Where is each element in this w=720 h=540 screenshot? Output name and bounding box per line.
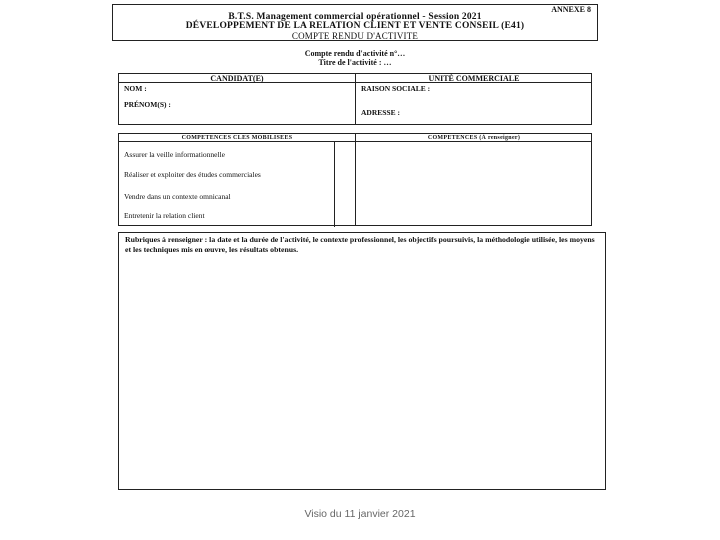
footer-caption: Visio du 11 janvier 2021: [304, 508, 416, 520]
rubriques-box: [118, 232, 606, 490]
competence-item: Vendre dans un contexte omnicanal: [124, 192, 231, 201]
nom-field: NOM :: [124, 84, 147, 93]
compte-rendu-number: Compte rendu d'activité n°…: [304, 49, 406, 58]
competences-renseigner-header: COMPETENCES (À renseigner): [427, 135, 521, 141]
adresse-field: ADRESSE :: [361, 108, 400, 117]
epreuve-title: DÉVELOPPEMENT DE LA RELATION CLIENT ET VENTE CONSEIL (E41): [185, 21, 525, 31]
column-divider: [355, 134, 356, 225]
document-header: [112, 4, 598, 41]
competences-table: [118, 133, 592, 226]
competence-item: Assurer la veille informationnelle: [124, 150, 226, 159]
unite-commerciale-header: UNITÉ COMMERCIALE: [428, 74, 520, 83]
candidate-table: [118, 73, 592, 125]
prenom-field: PRÉNOM(S) :: [124, 100, 171, 109]
competence-item: Réaliser et exploiter des études commerciales: [124, 170, 261, 179]
candidat-header: CANDIDAT(E): [210, 74, 264, 83]
checkbox-column-divider: [334, 142, 335, 227]
competences-cles-header: COMPETENCES CLES MOBILISEES: [181, 135, 293, 141]
activite-title: Titre de l'activité : …: [318, 58, 392, 67]
annexe-label: ANNEXE 8: [551, 5, 591, 14]
rubriques-instructions: Rubriques à renseigner : la date et la durée de l'activité, le contexte professionnel, les objectifs poursuivis, la méthodologie utilisée, les moyens et les techniques mis en œuvre, les résultats obtenus.: [125, 235, 595, 254]
raison-sociale-field: RAISON SOCIALE :: [361, 84, 431, 93]
competence-item: Entretenir la relation client: [124, 211, 205, 220]
document-title: COMPTE RENDU D'ACTIVITE: [291, 31, 419, 41]
exam-title: B.T.S. Management commercial opérationnel - Session 2021: [228, 12, 482, 22]
